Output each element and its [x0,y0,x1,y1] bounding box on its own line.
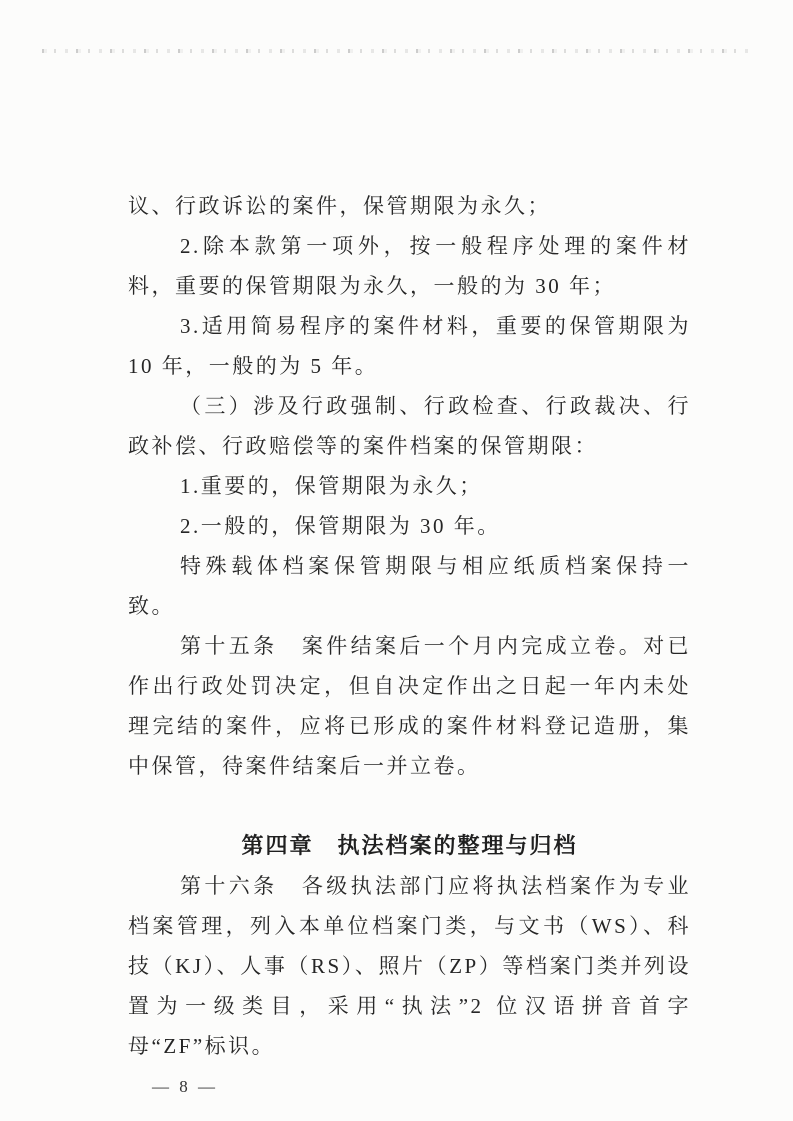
paragraph-subitem-2: 2.一般的，保管期限为 30 年。 [180,514,501,538]
document-body [128,186,691,1100]
paragraph-article-16: 第十六条 各级执法部门应将执法档案作为专业档案管理，列入本单位档案门类，与文书（WS）、科技（KJ）、人事（RS）、照片（ZP）等档案门类并列设置为一级类目，采用“执法”2 位汉语拼音首字母“ZF”标识。 [128,874,691,1058]
paragraph-special-media: 特殊载体档案保管期限与相应纸质档案保持一致。 [128,554,691,618]
chapter-4-heading: 第四章 执法档案的整理与归档 [241,833,578,858]
page-number: — 8 — [152,1077,218,1096]
paragraph-item-3: 3.适用简易程序的案件材料，重要的保管期限为 10 年，一般的为 5 年。 [128,314,691,378]
paragraph-article-15: 第十五条 案件结案后一个月内完成立卷。对已作出行政处罚决定，但自决定作出之日起一年内未处理完结的案件，应将已形成的案件材料登记造册，集中保管，待案件结案后一并立卷。 [128,634,691,778]
paragraph-item-2: 2.除本款第一项外，按一般程序处理的案件材料，重要的保管期限为永久，一般的为 30 年； [128,234,691,298]
paragraph-subitem-1: 1.重要的，保管期限为永久； [180,474,483,498]
paragraph-clause-3: （三）涉及行政强制、行政检查、行政裁决、行政补偿、行政赔偿等的案件档案的保管期限： [128,394,691,458]
scan-artifact-line [42,49,756,53]
paragraph-continuation: 议、行政诉讼的案件，保管期限为永久； [128,194,551,218]
